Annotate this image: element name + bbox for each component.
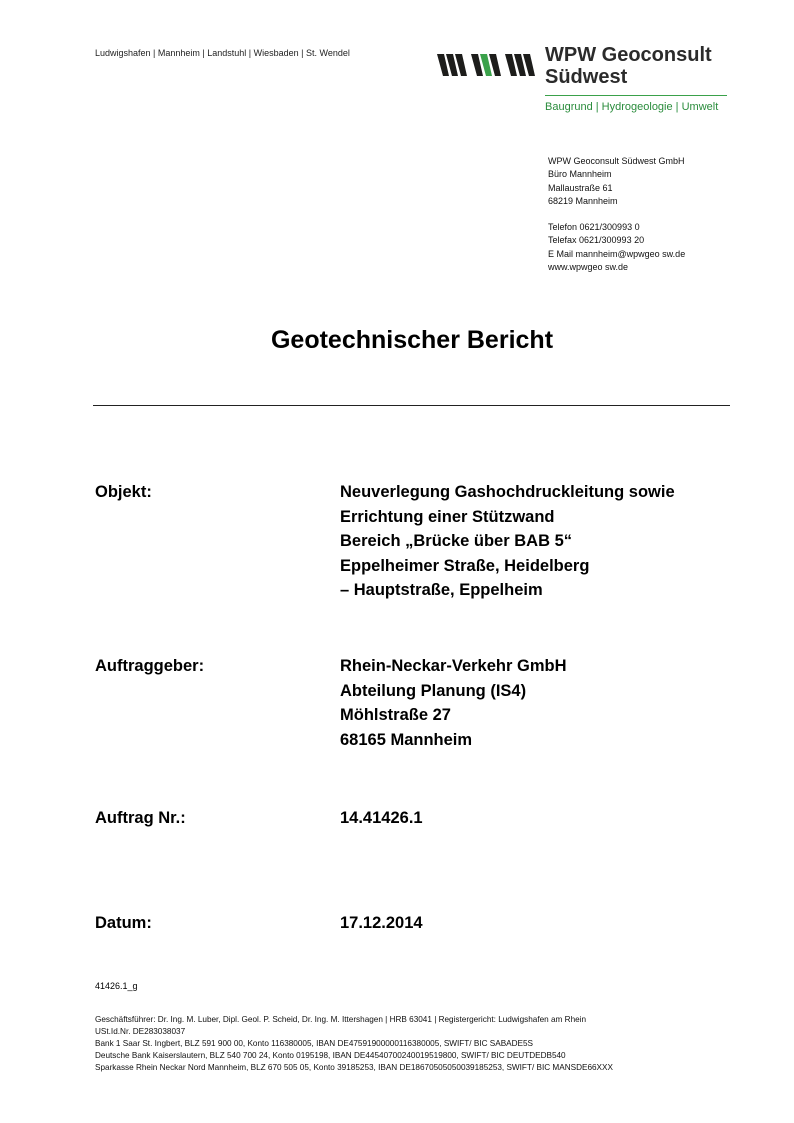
objekt-line: Bereich „Brücke über BAB 5“ xyxy=(340,532,572,550)
wpw-logo-icon xyxy=(437,48,539,78)
datum-label: Datum: xyxy=(95,914,152,932)
footer-line: Sparkasse Rhein Neckar Nord Mannheim, BLZ 670 505 05, Konto 39185253, IBAN DE18670505050039185253, SWIFT/ BIC MANSDE66XXX xyxy=(95,1063,613,1072)
auftraggeber-line: Abteilung Planung (IS4) xyxy=(340,681,527,700)
footer-line: Deutsche Bank Kaiserslautern, BLZ 540 700 24, Konto 0195198, IBAN DE44540700240019519800, SWIFT/ BIC DEUTDEDB540 xyxy=(95,1051,566,1060)
legal-footer xyxy=(95,1014,613,1074)
contact-street: Mallaustraße 61 xyxy=(548,182,613,193)
footer-line: USt.Id.Nr. DE283038037 xyxy=(95,1027,186,1036)
objekt-label: Objekt: xyxy=(95,483,152,501)
datum-value: 17.12.2014 xyxy=(340,914,423,932)
logo-tagline: Baugrund | Hydrogeologie | Umwelt xyxy=(545,101,719,113)
contact-spacer xyxy=(548,208,685,221)
contact-block xyxy=(548,155,685,274)
contact-web: www.wpwgeo sw.de xyxy=(548,262,629,273)
logo-company-name xyxy=(545,44,712,88)
title-divider xyxy=(93,405,730,406)
objekt-line: Errichtung einer Stützwand xyxy=(340,507,555,526)
objekt-line: Eppelheimer Straße, Heidelberg xyxy=(340,556,590,575)
auftrag-value: 14.41426.1 xyxy=(340,809,423,827)
company-logo xyxy=(437,44,737,124)
contact-email: E Mail mannheim@wpwgeo sw.de xyxy=(548,248,686,259)
logo-name-line1: WPW Geoconsult xyxy=(545,44,712,66)
auftraggeber-line: 68165 Mannheim xyxy=(340,730,473,749)
file-code: 41426.1_g xyxy=(95,981,138,991)
objekt-line: Neuverlegung Gashochdruckleitung sowie xyxy=(340,483,675,501)
contact-phone: Telefon 0621/300993 0 xyxy=(548,222,640,233)
contact-city: 68219 Mannheim xyxy=(548,195,618,206)
contact-fax: Telefax 0621/300993 20 xyxy=(548,235,645,246)
office-locations: Ludwigshafen | Mannheim | Landstuhl | Wiesbaden | St. Wendel xyxy=(95,48,350,58)
logo-name-line2: Südwest xyxy=(545,66,628,88)
auftraggeber-line: Rhein-Neckar-Verkehr GmbH xyxy=(340,657,567,675)
auftraggeber-value xyxy=(340,654,567,752)
objekt-value xyxy=(340,480,675,603)
objekt-line: – Hauptstraße, Eppelheim xyxy=(340,581,543,599)
auftrag-label: Auftrag Nr.: xyxy=(95,809,186,827)
contact-company: WPW Geoconsult Südwest GmbH xyxy=(548,156,685,166)
footer-line: Bank 1 Saar St. Ingbert, BLZ 591 900 00, Konto 116380005, IBAN DE47591900000116380005, SWIFT/ BIC SABADE5S xyxy=(95,1039,534,1048)
auftraggeber-line: Möhlstraße 27 xyxy=(340,706,451,724)
auftraggeber-label: Auftraggeber: xyxy=(95,657,205,675)
document-title: Geotechnischer Bericht xyxy=(270,326,554,354)
contact-office: Büro Mannheim xyxy=(548,169,612,180)
footer-line: Geschäftsführer: Dr. Ing. M. Luber, Dipl. Geol. P. Scheid, Dr. Ing. M. Ittershagen | HRB 63041 | Registergericht: Ludwigshafen am Rhein xyxy=(95,1015,587,1024)
logo-divider xyxy=(545,95,727,96)
